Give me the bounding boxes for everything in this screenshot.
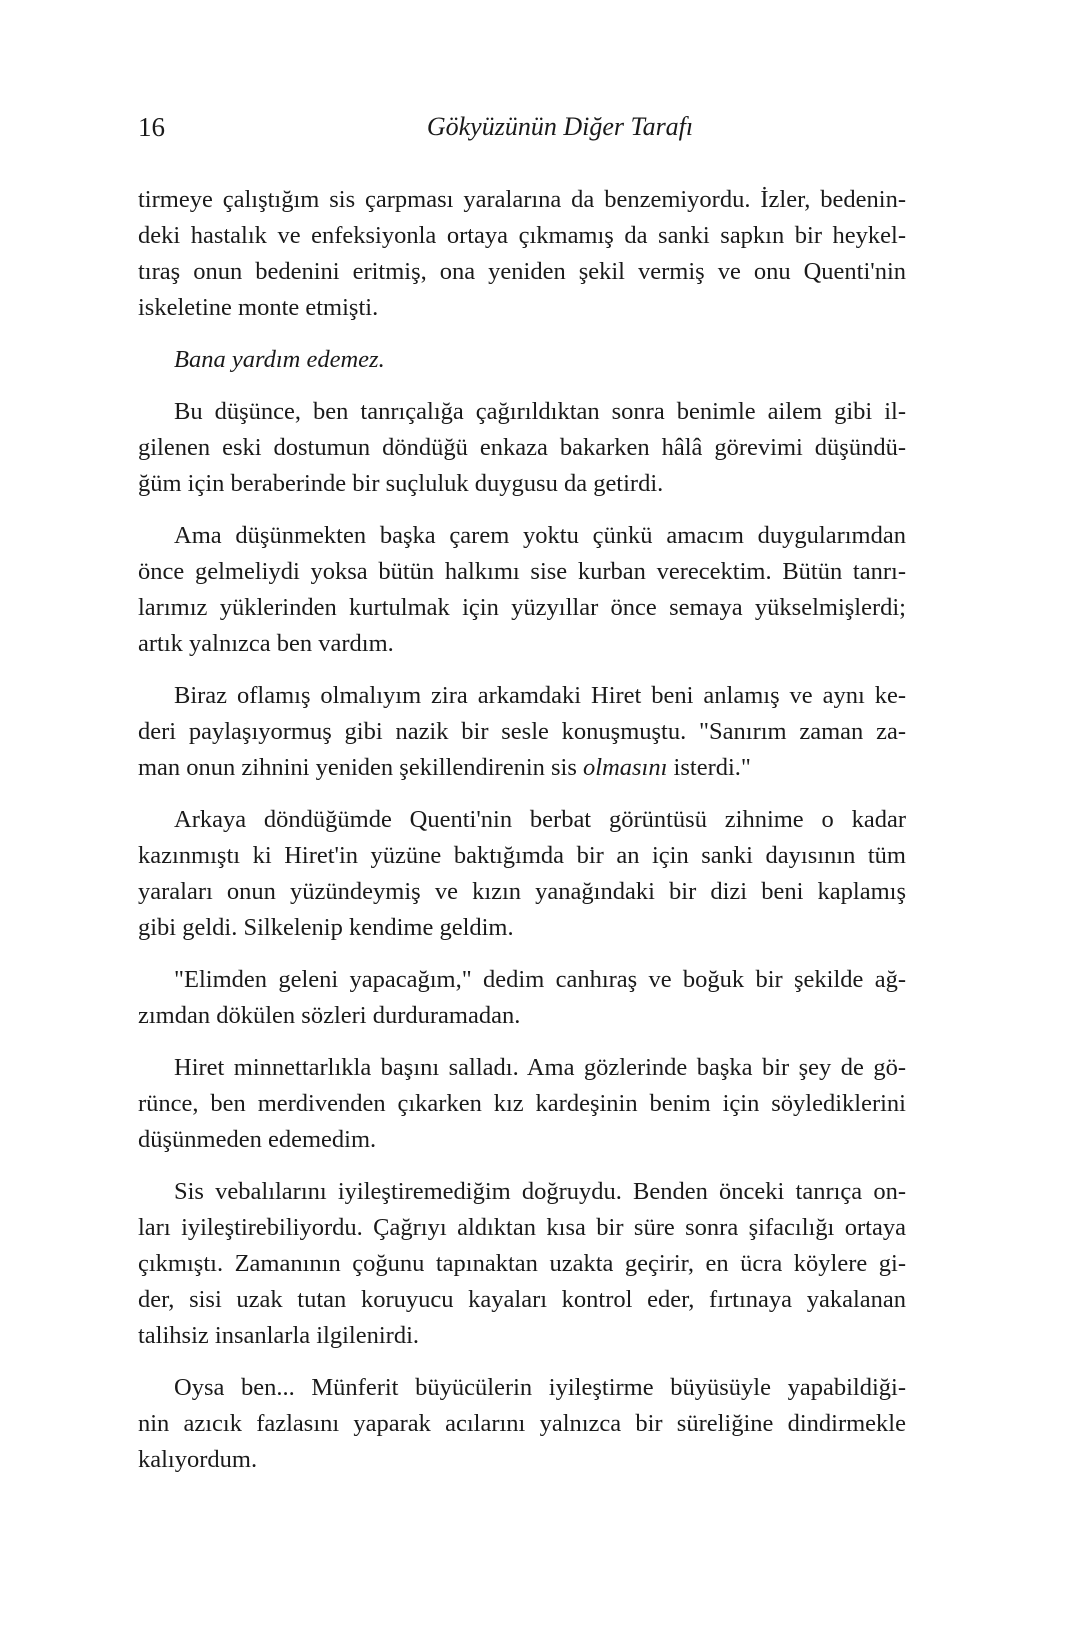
page-number: 16 bbox=[138, 112, 165, 142]
text-line: kazınmıştı ki Hiret'in yüzüne baktığımda bir an için sanki dayısının tüm bbox=[138, 842, 906, 869]
text-line: "Elimden geleni yapacağım," dedim canhıraş ve boğuk bir şekilde ağ- bbox=[174, 966, 906, 993]
paragraph bbox=[138, 1174, 906, 1354]
text-line: yaraları onun yüzündeymiş ve kızın yanağındaki bir dizi beni kaplamış bbox=[138, 878, 906, 905]
text-line: gilenen eski dostumun döndüğü enkaza bakarken hâlâ görevimi düşündü- bbox=[138, 434, 906, 461]
text-segment: isterdi." bbox=[667, 754, 751, 781]
text-line: tirmeye çalıştığım sis çarpması yaralarına da benzemiyordu. İzler, bedenin- bbox=[138, 186, 906, 213]
text-line: zımdan dökülen sözleri durduramadan. bbox=[138, 1002, 521, 1029]
paragraph bbox=[138, 342, 906, 378]
running-title: Gökyüzünün Diğer Tarafı bbox=[426, 112, 694, 141]
text-line: Arkaya döndüğümde Quenti'nin berbat görüntüsü zihnime o kadar bbox=[174, 806, 906, 833]
paragraph bbox=[138, 678, 906, 786]
text-line: Bu düşünce, ben tanrıçalığa çağırıldıktan sonra benimle ailem gibi il- bbox=[174, 398, 906, 425]
text-line: artık yalnızca ben vardım. bbox=[138, 630, 394, 657]
text-line: Hiret minnettarlıkla başını salladı. Ama gözlerinde başka bir şey de gö- bbox=[174, 1054, 906, 1081]
text-line: düşünmeden edemedim. bbox=[138, 1126, 377, 1153]
text-line: çıkmıştı. Zamanının çoğunu tapınaktan uzakta geçirir, en ücra köylere gi- bbox=[138, 1250, 906, 1277]
text-line: Oysa ben... Münferit büyücülerin iyileştirme büyüsüyle yapabildiği- bbox=[174, 1374, 906, 1401]
text-line: kalıyordum. bbox=[138, 1446, 258, 1473]
text-line: talihsiz insanlarla ilgilenirdi. bbox=[138, 1322, 419, 1349]
text-line: der, sisi uzak tutan koruyucu kayaları kontrol eder, fırtınaya yakalanan bbox=[138, 1286, 906, 1313]
text-line: Bana yardım edemez. bbox=[174, 346, 385, 373]
body-text bbox=[138, 182, 906, 1494]
paragraph bbox=[138, 962, 906, 1034]
text-line: Sis vebalılarını iyileştiremediğim doğruydu. Benden önceki tanrıça on- bbox=[174, 1178, 906, 1205]
text-line: larımız yüklerinden kurtulmak için yüzyıllar önce semaya yükselmişlerdi; bbox=[138, 594, 906, 621]
text-line: deri paylaşıyormuş gibi nazik bir sesle konuşmuştu. "Sanırım zaman za- bbox=[138, 718, 906, 745]
text-line: rünce, ben merdivenden çıkarken kız kardeşinin benim için söylediklerini bbox=[138, 1090, 906, 1117]
text-line: önce gelmeliydi yoksa bütün halkımı sise kurban verecektim. Bütün tanrı- bbox=[138, 558, 906, 585]
text-line bbox=[138, 750, 906, 786]
text-line: deki hastalık ve enfeksiyonla ortaya çıkmamış da sanki sapkın bir heykel- bbox=[138, 222, 906, 249]
text-line: gibi geldi. Silkelenip kendime geldim. bbox=[138, 914, 514, 941]
paragraph bbox=[138, 518, 906, 662]
emphasis-text: olmasını bbox=[583, 754, 668, 781]
text-line: Ama düşünmekten başka çarem yoktu çünkü amacım duygularımdan bbox=[174, 522, 906, 549]
text-segment: man onun zihnini yeniden şekillendirenin sis bbox=[138, 754, 584, 781]
text-line: iskeletine monte etmişti. bbox=[138, 294, 379, 321]
paragraph bbox=[138, 802, 906, 946]
paragraph bbox=[138, 182, 906, 326]
text-line: tıraş onun bedenini eritmiş, ona yeniden şekil vermiş ve onu Quenti'nin bbox=[138, 258, 906, 285]
paragraph bbox=[138, 1370, 906, 1478]
text-line: Biraz oflamış olmalıyım zira arkamdaki Hiret beni anlamış ve aynı ke- bbox=[174, 682, 906, 709]
text-line: ları iyileştirebiliyordu. Çağrıyı aldıktan kısa bir süre sonra şifacılığı ortaya bbox=[138, 1214, 906, 1241]
paragraph bbox=[138, 394, 906, 502]
paragraph bbox=[138, 1050, 906, 1158]
text-line: ğüm için beraberinde bir suçluluk duygusu da getirdi. bbox=[138, 470, 664, 497]
text-line: nin azıcık fazlasını yaparak acılarını yalnızca bir süreliğine dindirmekle bbox=[138, 1410, 906, 1437]
